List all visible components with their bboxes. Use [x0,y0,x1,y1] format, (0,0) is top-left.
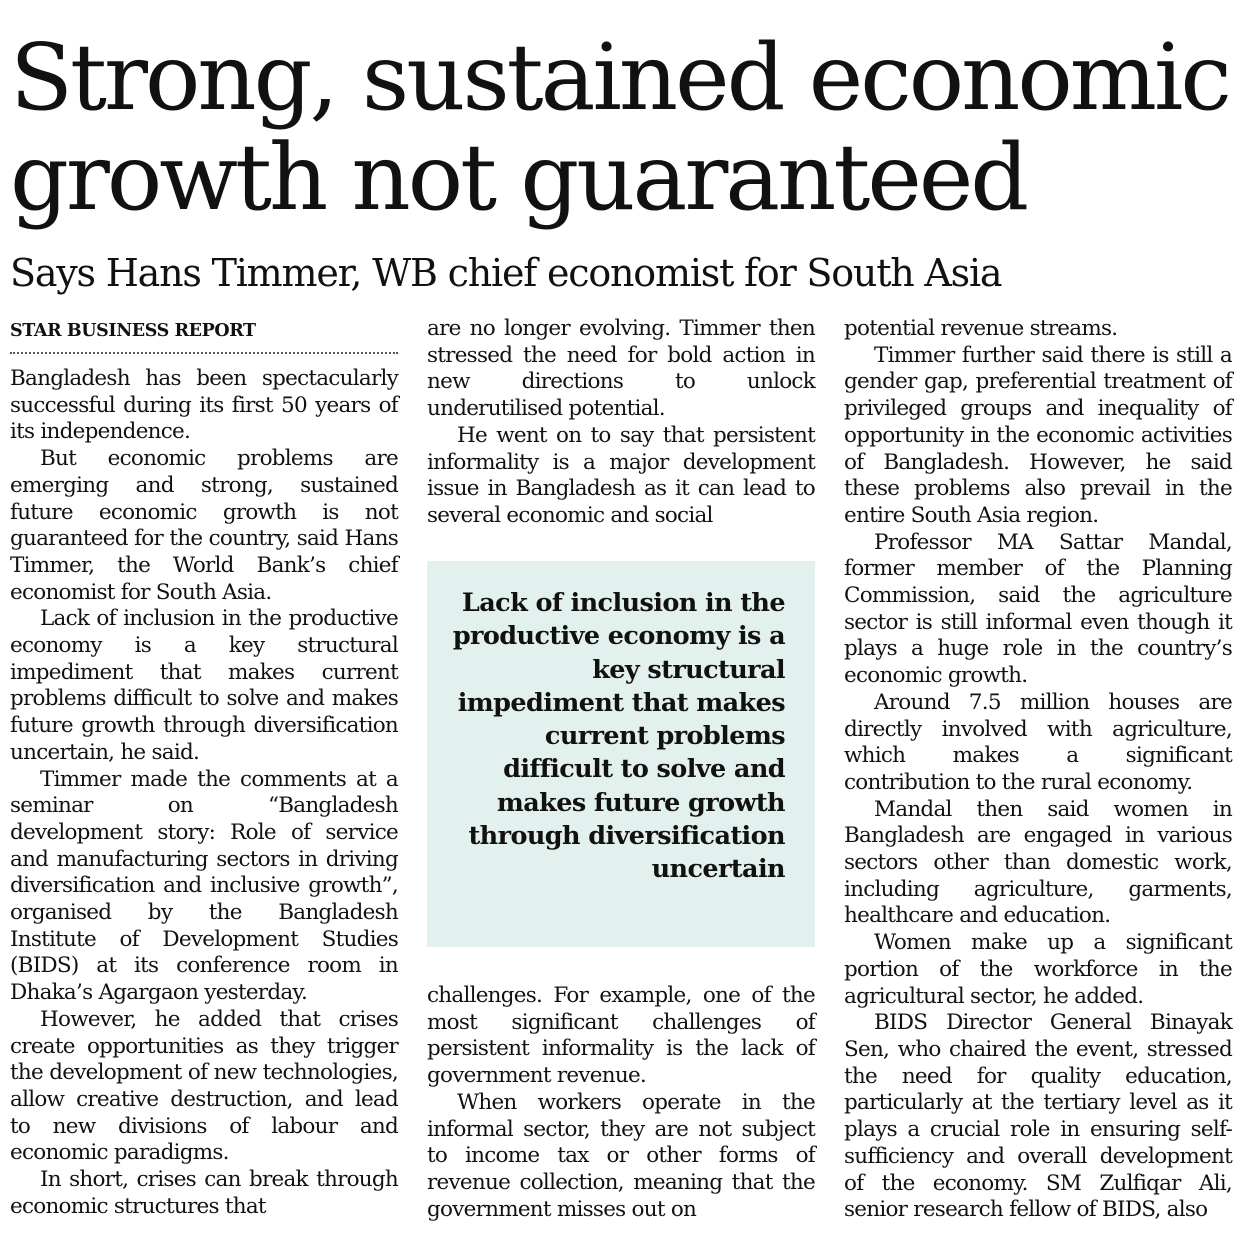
headline: Strong, sustained economic growth not guaranteed [10,24,1229,231]
paragraph: Mandal then said women in Bangladesh are engaged in various sectors other than domestic work, including agriculture, garments, healthcare and education. [844,796,1232,929]
pull-quote: Lack of inclusion in the productive economy is a key structural impediment that makes current problems difficult to solve and makes future growth through diversification uncertain [452,588,785,885]
paragraph: Lack of inclusion in the productive economy is a key structural impediment that makes current problems difficult to solve and makes future growth through diversification uncertain, he said. [10,606,398,765]
article-column-3 [844,316,1232,1224]
paragraph: Timmer further said there is still a gender gap, preferential treatment of privileged groups and inequality of opportunity in the economic activities of Bangladesh. However, he said these problems also prevail in the entire South Asia region. [844,342,1232,528]
paragraph: However, he added that crises create opportunities as they trigger the development of new technologies, allow creative destruction, and lead to new divisions of labour and economic paradigms. [10,1006,398,1166]
paragraph: But economic problems are emerging and strong, sustained future economic growth is not guaranteed for the country, said Hans Timmer, the World Bank’s chief economist for South Asia. [10,446,398,605]
paragraph: BIDS Director General Binayak Sen, who chaired the event, stressed the need for quality education, particularly at the tertiary level as it plays a crucial role in ensuring self-sufficiency and overall development of the economy. SM Zulfiqar Ali, senior research fellow of BIDS, also [844,1010,1232,1223]
paragraph: Professor MA Sattar Mandal, former member of the Planning Commission, said the agriculture sector is still informal even though it plays a huge role in the country’s economic growth. [844,529,1232,689]
subheadline: Says Hans Timmer, WB chief economist for South Asia [10,251,1002,295]
paragraph: In short, crises can break through economic structures that [10,1167,398,1219]
paragraph: potential revenue streams. [844,316,1118,341]
paragraph: Around 7.5 million houses are directly involved with agriculture, which makes a significant contribution to the rural economy. [844,689,1232,795]
paragraph: When workers operate in the informal sector, they are not subject to income tax or other forms of revenue collection, meaning that the government misses out on [427,1089,815,1222]
paragraph: Timmer made the comments at a seminar on “Bangladesh development story: Role of service and manufacturing sectors in driving diversification and inclusive growth”, organised by the Bangladesh Institute of Development Studies (BIDS) at its conference room in Dhaka’s Agargaon yesterday. [10,766,398,1006]
paragraph: Women make up a significant portion of the workforce in the agricultural sector, he added. [844,930,1232,1009]
article-column-2-top [427,316,815,530]
paragraph: Bangladesh has been spectacularly successful during its first 50 years of its independence. [10,366,398,445]
article-column-1 [10,316,398,1221]
paragraph: He went on to say that persistent informality is a major development issue in Bangladesh as it can lead to several economic and social [427,422,815,528]
paragraph: are no longer evolving. Timmer then stressed the need for bold action in new directions to unlock underutilised potential. [427,316,815,422]
paragraph: challenges. For example, one of the most significant challenges of persistent informality is the lack of government revenue. [427,983,815,1089]
byline: STAR BUSINESS REPORT [10,316,398,354]
article-column-2-bottom [427,983,815,1223]
pull-quote-box [427,561,815,947]
